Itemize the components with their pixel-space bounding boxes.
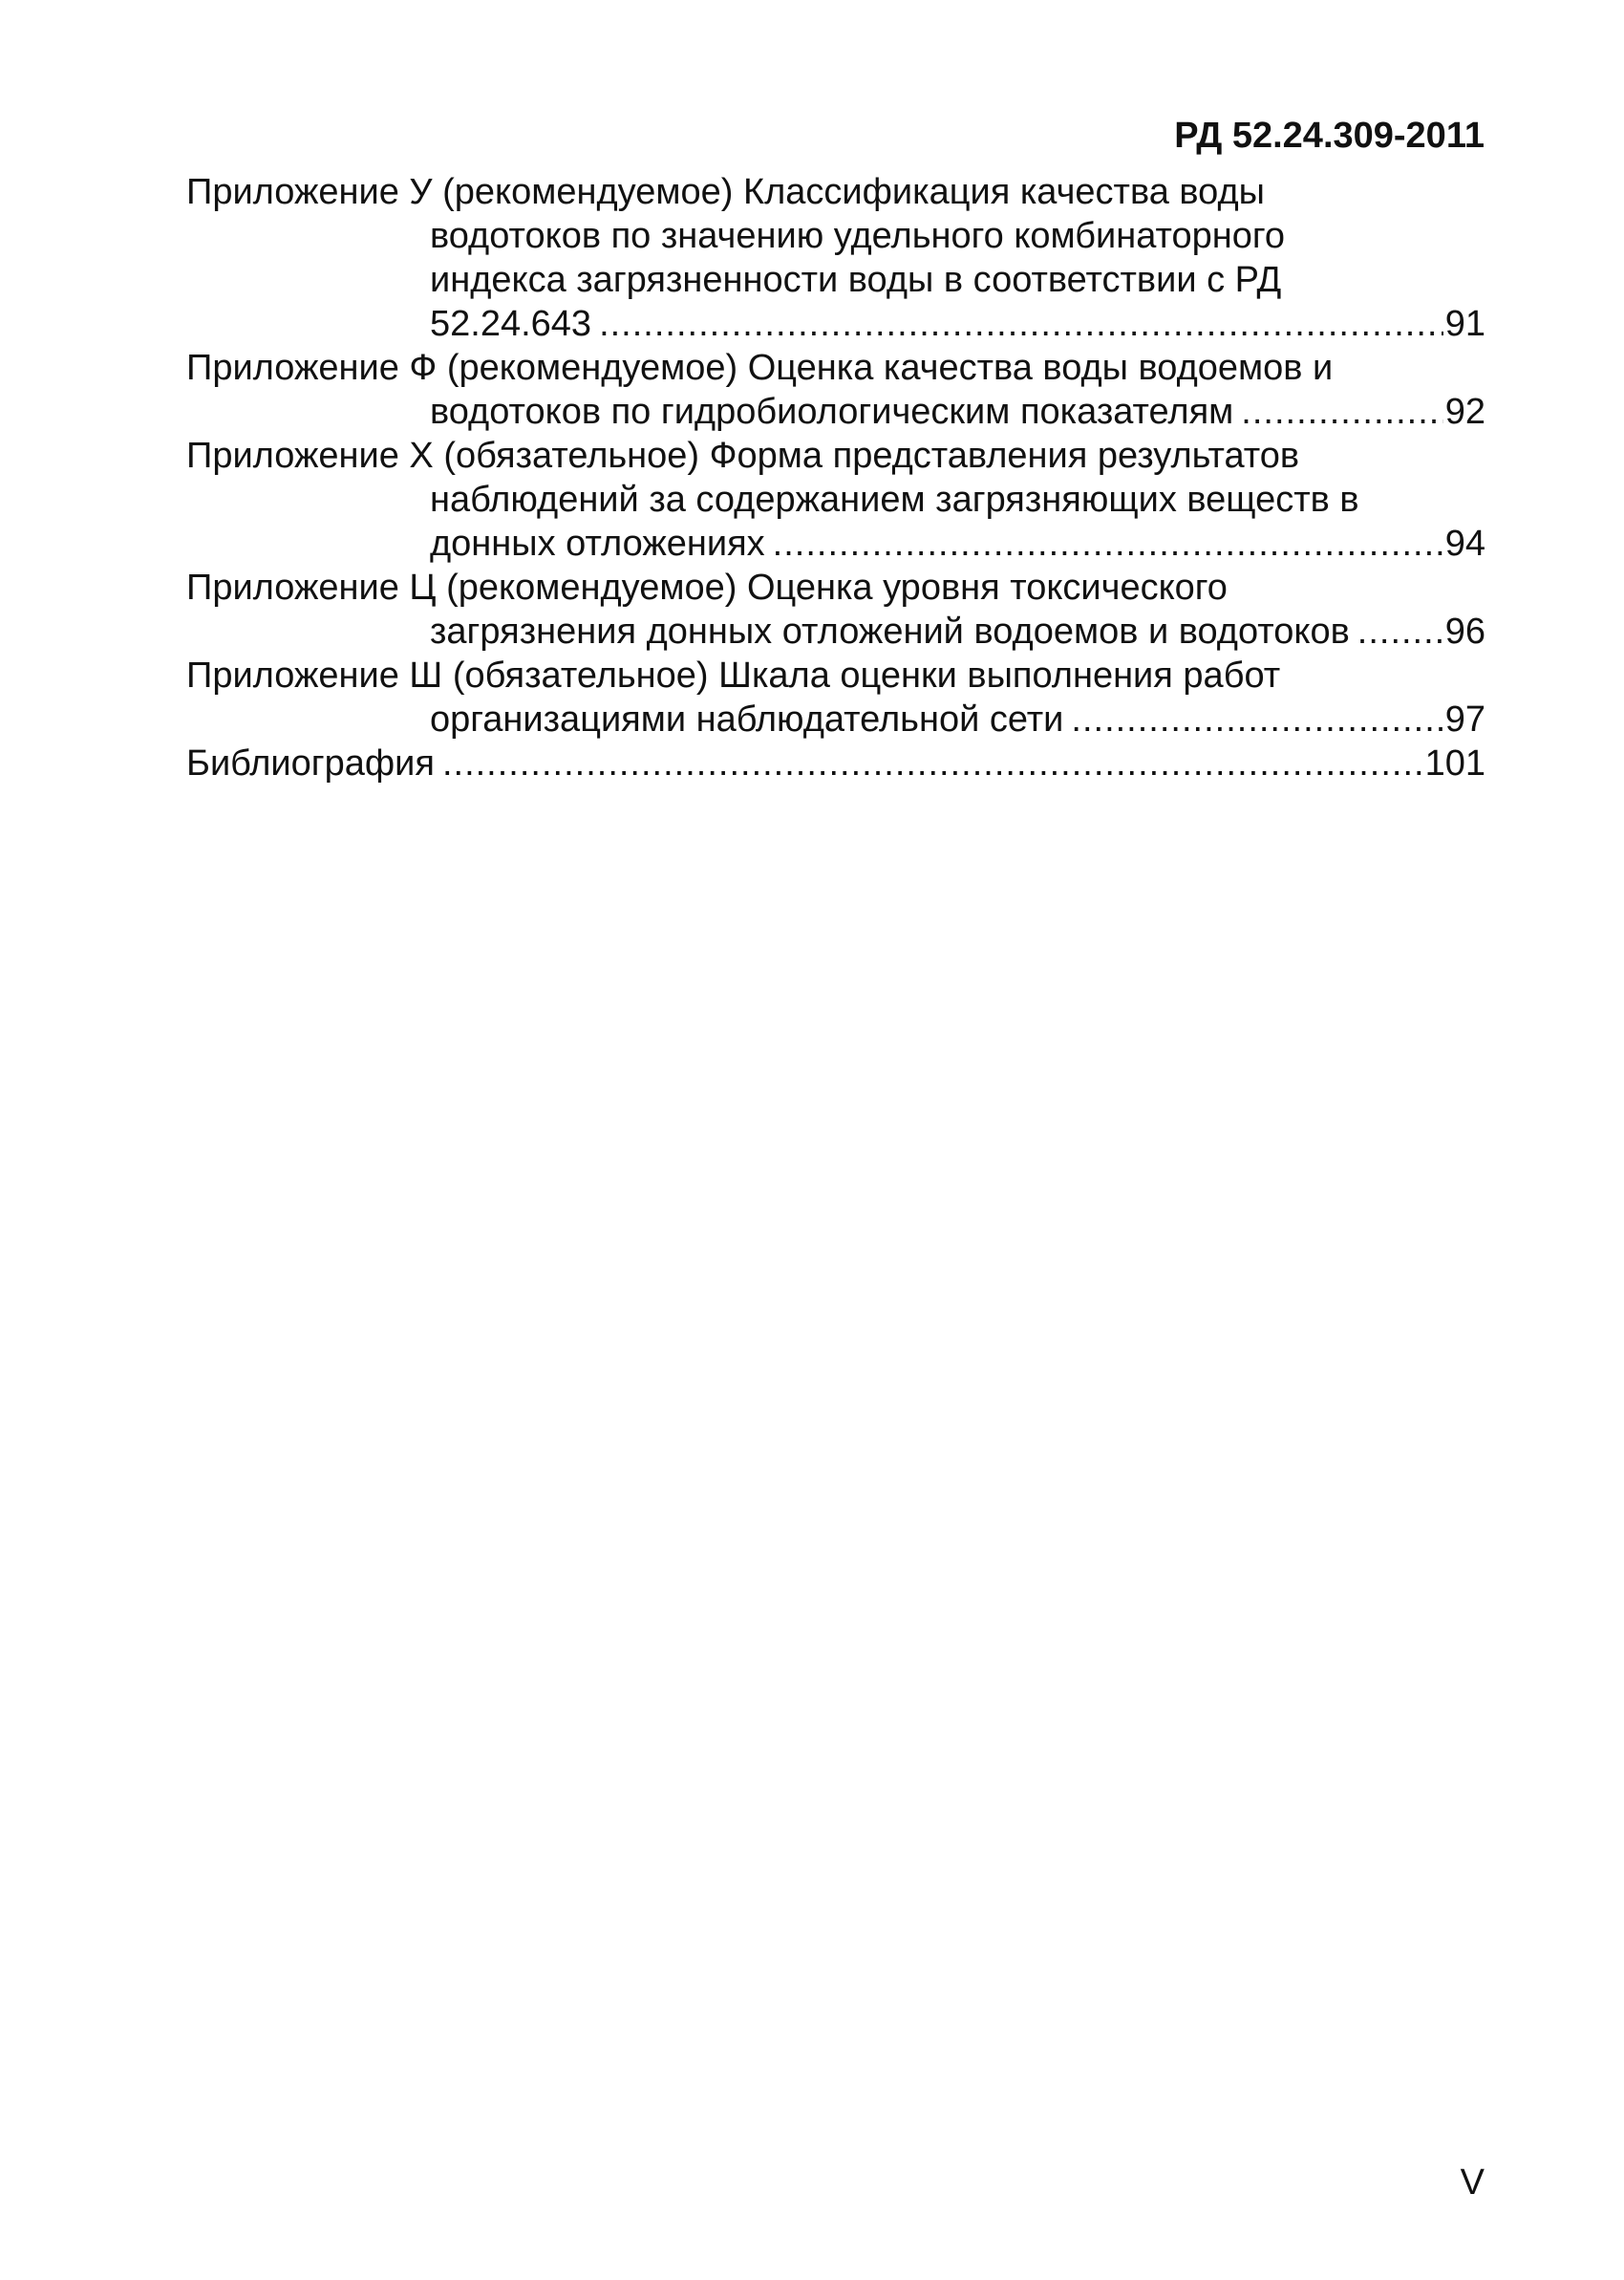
toc-page-number: 101 <box>1424 743 1485 784</box>
toc-entry-last-text: донных отложениях <box>430 524 765 564</box>
toc-entry-last-line <box>186 302 1485 346</box>
dot-leader <box>599 302 1443 346</box>
toc-page-number: 92 <box>1444 392 1485 432</box>
toc-page-number: 96 <box>1444 612 1485 652</box>
toc-entry-title-line: Приложение Ш (обязательное) Шкала оценки выполнения работ <box>186 656 1281 696</box>
toc-entry-appendix-ts[interactable] <box>186 566 1485 654</box>
dot-leader <box>773 522 1443 566</box>
toc-entry-last-text: загрязнения донных отложений водоемов и водотоков <box>430 612 1350 652</box>
dot-leader <box>1071 698 1442 742</box>
document-code: РД 52.24.309-2011 <box>1174 116 1485 156</box>
toc-entry-last-text: водотоков по гидробиологическим показателям <box>430 392 1234 432</box>
toc-entry-appendix-kh[interactable] <box>186 434 1485 566</box>
dot-leader <box>1241 390 1442 434</box>
toc-entry-last-line <box>186 698 1485 742</box>
toc-entry-title-line: Приложение У (рекомендуемое) Классификация качества воды <box>186 172 1265 212</box>
toc-entry-last-line <box>186 390 1485 434</box>
toc-entry-continuation-line: водотоков по значению удельного комбинаторного <box>430 216 1286 256</box>
toc-entry-last-line <box>186 522 1485 566</box>
toc-entry-continuation-line: индекса загрязненности воды в соответствии с РД <box>430 260 1282 300</box>
toc-page-number: 91 <box>1444 304 1485 344</box>
toc-entry-continuation-line: наблюдений за содержанием загрязняющих веществ в <box>430 480 1359 520</box>
toc-entry-title-line: Приложение Х (обязательное) Форма представления результатов <box>186 436 1300 476</box>
toc-entry-last-text: организациями наблюдательной сети <box>430 699 1064 740</box>
toc-entry-last-text: Библиография <box>186 743 435 784</box>
toc-entry-last-line <box>186 610 1485 654</box>
toc-entry-appendix-sh[interactable] <box>186 654 1485 742</box>
toc-entry-last-text: 52.24.643 <box>430 304 592 344</box>
page-number: V <box>1460 2162 1485 2203</box>
toc-entry-bibliography[interactable] <box>186 742 1485 785</box>
toc-entry-title-line: Приложение Ц (рекомендуемое) Оценка уровня токсического <box>186 568 1228 608</box>
toc-page-number: 94 <box>1444 524 1485 564</box>
toc-entry-appendix-u[interactable] <box>186 170 1485 346</box>
toc-entry-last-line <box>186 742 1485 785</box>
toc-page-number: 97 <box>1444 699 1485 740</box>
dot-leader <box>1357 610 1443 654</box>
toc-entry-appendix-f[interactable] <box>186 346 1485 434</box>
toc-entry-title-line: Приложение Ф (рекомендуемое) Оценка качества воды водоемов и <box>186 348 1334 388</box>
table-of-contents <box>186 170 1485 785</box>
dot-leader <box>442 742 1423 785</box>
